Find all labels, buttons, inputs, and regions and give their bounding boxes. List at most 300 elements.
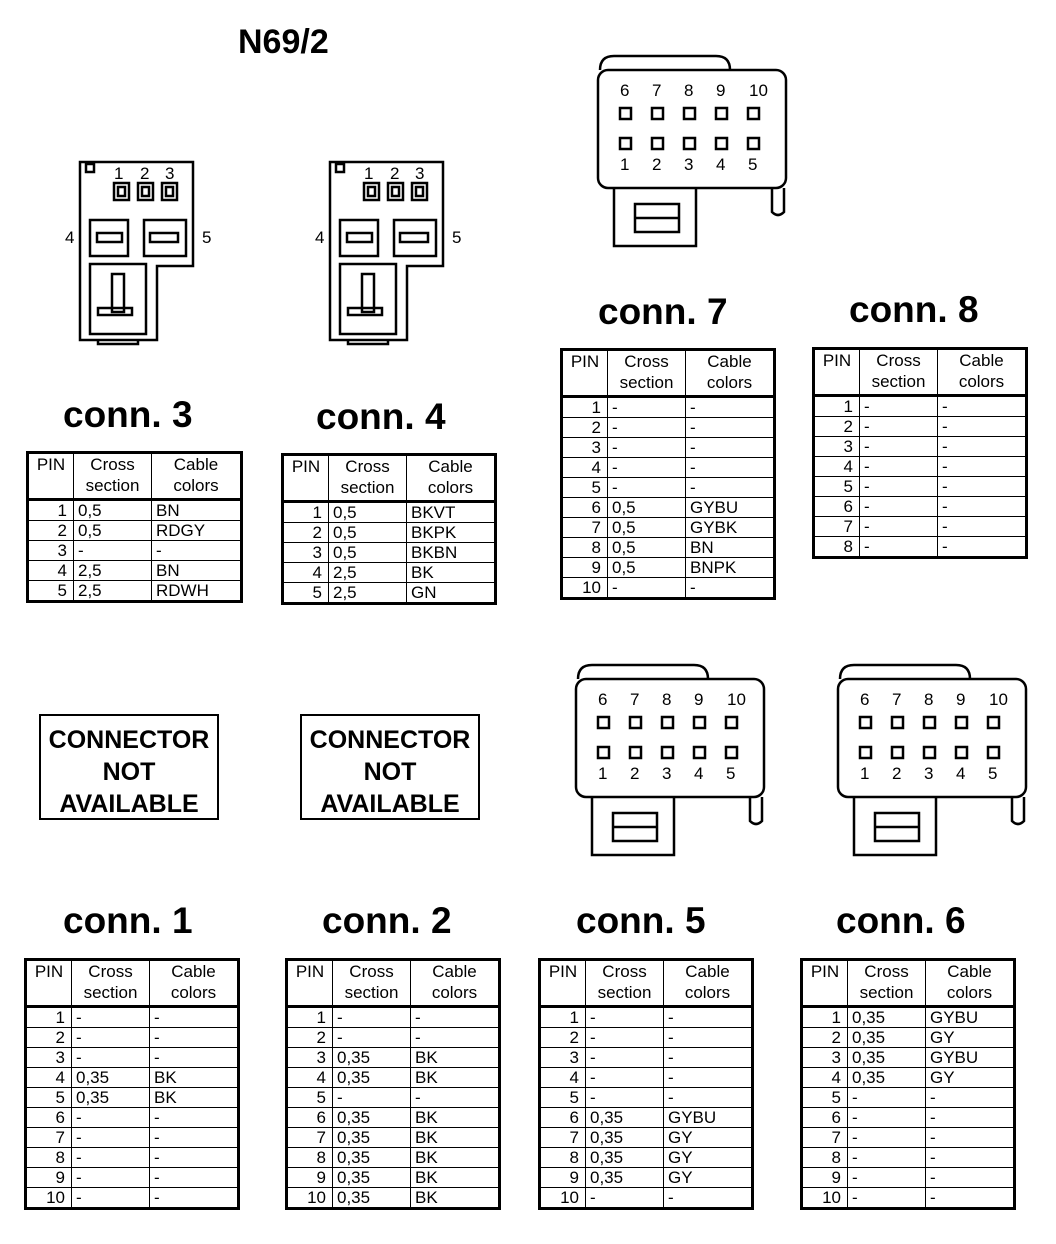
cross-section-cell: - [586, 1188, 664, 1209]
table-row [814, 477, 1027, 497]
cable-color-cell: BK [411, 1128, 500, 1148]
pin-number-cell: 5 [287, 1088, 333, 1108]
cable-color-cell: - [926, 1148, 1015, 1168]
table-row [802, 1088, 1015, 1108]
cable-color-cell: - [664, 1088, 753, 1108]
cable-color-cell: BK [411, 1188, 500, 1209]
table-row [540, 1048, 753, 1068]
cross-section-header [333, 960, 411, 1007]
cable-header-line: Cable [685, 962, 730, 981]
pin-number-cell: 7 [562, 518, 608, 538]
pin-number-cell: 2 [562, 418, 608, 438]
table-row [814, 437, 1027, 457]
cross-header-line: Cross [876, 351, 921, 370]
pin-header-label: PIN [291, 457, 321, 476]
conn-6-connector-drawing [830, 661, 1040, 861]
pin-label-5: 5 [748, 155, 758, 174]
cross-section-cell: - [333, 1007, 411, 1028]
table-row [26, 1048, 239, 1068]
table-header-row [283, 455, 496, 502]
cable-header-line: Cable [432, 962, 477, 981]
cross-section-cell: 0,5 [608, 558, 686, 578]
cable-color-cell: BK [407, 563, 496, 583]
cable-color-cell: - [686, 478, 775, 498]
table-row [814, 396, 1027, 417]
table-row [802, 1168, 1015, 1188]
cable-colors-header [150, 960, 239, 1007]
table-row [26, 1028, 239, 1048]
table-row [540, 1108, 753, 1128]
cross-header-line: Cross [624, 352, 669, 371]
table-row [540, 1068, 753, 1088]
cable-color-cell: GYBU [686, 498, 775, 518]
pin-number-cell: 3 [802, 1048, 848, 1068]
pin-number-cell: 7 [287, 1128, 333, 1148]
cross-section-cell: 0,5 [329, 502, 407, 523]
pin-number-cell: 2 [28, 521, 74, 541]
pin-number-cell: 1 [802, 1007, 848, 1028]
cross-section-cell: 2,5 [329, 563, 407, 583]
pin-label-5: 5 [202, 228, 212, 247]
pin-number-cell: 3 [287, 1048, 333, 1068]
pin-number-cell: 8 [814, 537, 860, 558]
cable-color-cell: - [150, 1108, 239, 1128]
cable-color-cell: - [926, 1088, 1015, 1108]
conn-3-title: conn. 3 [63, 394, 193, 435]
pin-number-cell: 9 [287, 1168, 333, 1188]
table-row [28, 500, 242, 521]
pin-label-4: 4 [716, 155, 726, 174]
table-row [287, 1188, 500, 1209]
cable-header-line: Cable [959, 351, 1004, 370]
cross-section-header [608, 350, 686, 397]
pin-number-cell: 1 [28, 500, 74, 521]
pin-label-6: 6 [620, 81, 630, 100]
pin-number-cell: 3 [540, 1048, 586, 1068]
pin-label-6: 6 [598, 690, 608, 709]
table-row [562, 558, 775, 578]
cable-color-cell: BK [411, 1048, 500, 1068]
pin-number-cell: 4 [283, 563, 329, 583]
pin-number-cell: 8 [540, 1148, 586, 1168]
cross-header-line: Cross [349, 962, 394, 981]
cross-header-line: Cross [88, 962, 133, 981]
pin-number-cell: 10 [26, 1188, 72, 1209]
pin-number-cell: 2 [540, 1028, 586, 1048]
table-row [287, 1108, 500, 1128]
pin-label-9: 9 [716, 81, 726, 100]
cable-header-line: Cable [428, 457, 473, 476]
pin-number-cell: 10 [540, 1188, 586, 1209]
cross-section-cell: 0,35 [586, 1168, 664, 1188]
section-header-line: section [859, 983, 914, 1002]
conn-1-pin-table [24, 958, 240, 1210]
cable-color-cell: - [938, 537, 1027, 558]
cable-color-cell: - [664, 1048, 753, 1068]
table-row [562, 498, 775, 518]
cross-section-cell: 0,5 [74, 500, 152, 521]
cross-section-cell: - [586, 1068, 664, 1088]
cable-color-cell: - [150, 1128, 239, 1148]
cable-color-cell: BNPK [686, 558, 775, 578]
cable-header-line: Cable [707, 352, 752, 371]
cross-section-cell: 0,35 [333, 1108, 411, 1128]
table-row [562, 418, 775, 438]
colors-header-line: colors [946, 983, 993, 1002]
cross-section-cell: - [848, 1188, 926, 1209]
table-row [540, 1088, 753, 1108]
colors-header-line: colors [427, 478, 474, 497]
pin-number-cell: 9 [562, 558, 608, 578]
pin-header [26, 960, 72, 1007]
cable-color-cell: BK [411, 1108, 500, 1128]
cross-section-cell: - [72, 1168, 150, 1188]
cable-colors-header [152, 453, 242, 500]
colors-header-line: colors [958, 372, 1005, 391]
conn-8-pin-table [812, 347, 1028, 559]
table-row [802, 1108, 1015, 1128]
cross-section-cell: - [608, 397, 686, 418]
table-row [28, 581, 242, 602]
section-header-line: section [619, 373, 674, 392]
pin-number-cell: 2 [802, 1028, 848, 1048]
cross-section-cell: - [860, 497, 938, 517]
cable-color-cell: BN [152, 561, 242, 581]
cable-colors-header [407, 455, 496, 502]
pin-number-cell: 7 [802, 1128, 848, 1148]
cable-color-cell: - [150, 1188, 239, 1209]
pin-header-label: PIN [570, 352, 600, 371]
cross-section-cell: 0,35 [333, 1188, 411, 1209]
cable-header-line: Cable [171, 962, 216, 981]
cable-color-cell: - [150, 1168, 239, 1188]
conn-3-connector-drawing [60, 150, 220, 350]
pin-number-cell: 8 [562, 538, 608, 558]
cross-section-cell: - [848, 1168, 926, 1188]
table-row [283, 563, 496, 583]
table-row [802, 1188, 1015, 1209]
pin-header-label: PIN [822, 351, 852, 370]
cable-color-cell: BKBN [407, 543, 496, 563]
cable-color-cell: - [938, 457, 1027, 477]
conn-6-title: conn. 6 [836, 900, 966, 941]
cross-section-cell: - [860, 396, 938, 417]
cable-color-cell: - [152, 541, 242, 561]
pin-header [28, 453, 74, 500]
pin-number-cell: 6 [814, 497, 860, 517]
cable-color-cell: - [938, 417, 1027, 437]
cable-color-cell: GYBU [926, 1007, 1015, 1028]
cross-section-cell: 2,5 [74, 561, 152, 581]
table-row [562, 578, 775, 599]
pin-number-cell: 2 [283, 523, 329, 543]
pin-number-cell: 3 [562, 438, 608, 458]
pin-label-8: 8 [662, 690, 672, 709]
table-row [814, 517, 1027, 537]
cable-color-cell: - [686, 458, 775, 478]
cross-section-cell: 0,35 [586, 1108, 664, 1128]
cross-section-cell: - [74, 541, 152, 561]
table-row [287, 1007, 500, 1028]
pin-label-7: 7 [892, 690, 902, 709]
cross-section-cell: - [860, 477, 938, 497]
pin-header-label: PIN [810, 962, 840, 981]
cross-section-header [72, 960, 150, 1007]
cross-section-cell: - [586, 1007, 664, 1028]
not-available-line: NOT [363, 758, 417, 786]
table-row [26, 1007, 239, 1028]
cable-colors-header [686, 350, 775, 397]
pin-label-4: 4 [956, 764, 966, 783]
cross-section-cell: - [72, 1028, 150, 1048]
cross-section-cell: - [860, 437, 938, 457]
pin-number-cell: 5 [562, 478, 608, 498]
table-row [28, 561, 242, 581]
cable-color-cell: GYBK [686, 518, 775, 538]
table-row [540, 1007, 753, 1028]
cable-color-cell: - [938, 477, 1027, 497]
conn-2-pin-table [285, 958, 501, 1210]
cross-section-cell: - [848, 1148, 926, 1168]
cable-color-cell: BKPK [407, 523, 496, 543]
pin-number-cell: 2 [26, 1028, 72, 1048]
cable-color-cell: - [664, 1028, 753, 1048]
cross-section-cell: - [586, 1088, 664, 1108]
pin-number-cell: 10 [802, 1188, 848, 1209]
pin-label-2: 2 [892, 764, 902, 783]
cable-color-cell: BN [686, 538, 775, 558]
conn-8-title: conn. 8 [849, 289, 979, 330]
cable-color-cell: GY [664, 1168, 753, 1188]
pin-number-cell: 9 [540, 1168, 586, 1188]
pin-number-cell: 8 [26, 1148, 72, 1168]
pin-number-cell: 5 [28, 581, 74, 602]
cable-color-cell: - [150, 1148, 239, 1168]
table-row [562, 458, 775, 478]
table-row [802, 1007, 1015, 1028]
pin-number-cell: 4 [287, 1068, 333, 1088]
conn-1-title: conn. 1 [63, 900, 193, 941]
cross-section-cell: 0,35 [72, 1068, 150, 1088]
cable-color-cell: - [926, 1128, 1015, 1148]
table-row [28, 541, 242, 561]
cable-color-cell: - [664, 1007, 753, 1028]
pin-number-cell: 4 [28, 561, 74, 581]
pin-number-cell: 10 [287, 1188, 333, 1209]
table-row [814, 537, 1027, 558]
pin-label-1: 1 [114, 164, 124, 183]
table-row [540, 1028, 753, 1048]
table-row [26, 1188, 239, 1209]
table-row [283, 543, 496, 563]
table-row [802, 1148, 1015, 1168]
table-row [562, 478, 775, 498]
conn-1-not-available-box [39, 714, 219, 820]
pin-label-1: 1 [364, 164, 374, 183]
cross-section-cell: 0,35 [848, 1007, 926, 1028]
pin-label-5: 5 [988, 764, 998, 783]
table-header-row [287, 960, 500, 1007]
cable-color-cell: - [664, 1068, 753, 1088]
table-header-row [540, 960, 753, 1007]
cable-color-cell: - [686, 418, 775, 438]
pin-number-cell: 6 [562, 498, 608, 518]
pin-header-label: PIN [295, 962, 325, 981]
pin-label-8: 8 [684, 81, 694, 100]
pin-number-cell: 4 [562, 458, 608, 478]
table-row [562, 518, 775, 538]
cross-section-cell: 0,5 [74, 521, 152, 541]
colors-header-line: colors [170, 983, 217, 1002]
pin-label-9: 9 [694, 690, 704, 709]
pin-label-4: 4 [694, 764, 704, 783]
pin-number-cell: 3 [26, 1048, 72, 1068]
cable-color-cell: BK [411, 1148, 500, 1168]
pin-number-cell: 3 [283, 543, 329, 563]
table-row [802, 1128, 1015, 1148]
pin-header [814, 349, 860, 396]
cable-color-cell: GYBU [926, 1048, 1015, 1068]
pin-number-cell: 7 [26, 1128, 72, 1148]
pin-number-cell: 8 [287, 1148, 333, 1168]
cable-color-cell: - [411, 1007, 500, 1028]
page-title: N69/2 [238, 23, 329, 61]
pin-header [802, 960, 848, 1007]
pin-label-4: 4 [315, 228, 325, 247]
pin-number-cell: 8 [802, 1148, 848, 1168]
pin-number-cell: 1 [562, 397, 608, 418]
not-available-line: CONNECTOR [309, 726, 471, 754]
pin-number-cell: 4 [802, 1068, 848, 1088]
cross-section-cell: 0,35 [333, 1048, 411, 1068]
pin-number-cell: 2 [287, 1028, 333, 1048]
cross-section-cell: - [608, 438, 686, 458]
cross-section-cell: - [72, 1108, 150, 1128]
table-row [287, 1168, 500, 1188]
pin-label-8: 8 [924, 690, 934, 709]
table-header-row [26, 960, 239, 1007]
cross-section-cell: - [72, 1148, 150, 1168]
conn-3-pin-table [26, 451, 243, 603]
colors-header-line: colors [706, 373, 753, 392]
cable-color-cell: - [686, 397, 775, 418]
cross-section-header [848, 960, 926, 1007]
table-row [26, 1128, 239, 1148]
conn-4-connector-drawing [310, 150, 470, 350]
cable-color-cell: - [926, 1188, 1015, 1209]
conn-5-connector-drawing [568, 661, 778, 861]
table-row [287, 1148, 500, 1168]
cross-section-cell: 2,5 [329, 583, 407, 604]
section-header-line: section [597, 983, 652, 1002]
cable-color-cell: - [411, 1028, 500, 1048]
conn-7-8-connector-drawing [590, 52, 800, 252]
table-header-row [802, 960, 1015, 1007]
pin-number-cell: 6 [802, 1108, 848, 1128]
cross-section-cell: - [586, 1028, 664, 1048]
pin-label-3: 3 [662, 764, 672, 783]
pin-header [287, 960, 333, 1007]
cable-color-cell: RDGY [152, 521, 242, 541]
pin-label-7: 7 [652, 81, 662, 100]
pin-label-5: 5 [452, 228, 462, 247]
pin-label-2: 2 [390, 164, 400, 183]
cable-color-cell: GYBU [664, 1108, 753, 1128]
pin-number-cell: 5 [540, 1088, 586, 1108]
table-row [287, 1088, 500, 1108]
cross-section-cell: 0,35 [586, 1148, 664, 1168]
table-row [802, 1068, 1015, 1088]
cross-section-header [586, 960, 664, 1007]
cable-color-cell: - [150, 1007, 239, 1028]
table-header-row [562, 350, 775, 397]
cross-section-cell: 0,35 [333, 1148, 411, 1168]
cable-color-cell: - [926, 1168, 1015, 1188]
cross-section-cell: - [72, 1188, 150, 1209]
pin-number-cell: 9 [26, 1168, 72, 1188]
cross-header-line: Cross [345, 457, 390, 476]
cross-section-cell: 0,5 [608, 518, 686, 538]
pin-number-cell: 7 [540, 1128, 586, 1148]
table-row [283, 583, 496, 604]
pin-label-10: 10 [989, 690, 1008, 709]
table-row [287, 1128, 500, 1148]
section-header-line: section [344, 983, 399, 1002]
table-row [283, 523, 496, 543]
conn-2-not-available-box [300, 714, 480, 820]
pin-number-cell: 6 [540, 1108, 586, 1128]
pin-header [283, 455, 329, 502]
cable-color-cell: - [938, 437, 1027, 457]
cross-section-cell: 2,5 [74, 581, 152, 602]
pin-label-1: 1 [860, 764, 870, 783]
cable-header-line: Cable [947, 962, 992, 981]
cross-section-cell: - [860, 537, 938, 558]
cable-colors-header [926, 960, 1015, 1007]
table-row [287, 1068, 500, 1088]
conn-4-pin-table [281, 453, 497, 605]
pin-label-3: 3 [684, 155, 694, 174]
cross-section-cell: - [333, 1088, 411, 1108]
cross-section-cell: 0,35 [848, 1028, 926, 1048]
cross-section-cell: - [848, 1108, 926, 1128]
pin-number-cell: 5 [802, 1088, 848, 1108]
table-row [26, 1068, 239, 1088]
cross-section-cell: - [848, 1128, 926, 1148]
cross-section-cell: 0,35 [586, 1128, 664, 1148]
cable-color-cell: BK [411, 1068, 500, 1088]
pin-header [562, 350, 608, 397]
not-available-line: CONNECTOR [48, 726, 210, 754]
cable-color-cell: - [150, 1048, 239, 1068]
pin-number-cell: 4 [540, 1068, 586, 1088]
section-header-line: section [871, 372, 926, 391]
not-available-line: NOT [102, 758, 156, 786]
table-row [26, 1148, 239, 1168]
cable-color-cell: - [150, 1028, 239, 1048]
cable-colors-header [411, 960, 500, 1007]
pin-number-cell: 10 [562, 578, 608, 599]
table-row [562, 438, 775, 458]
pin-label-10: 10 [749, 81, 768, 100]
cross-section-cell: - [586, 1048, 664, 1068]
cable-colors-header [664, 960, 753, 1007]
cable-header-line: Cable [173, 455, 219, 474]
cross-section-cell: - [608, 418, 686, 438]
cable-color-cell: - [411, 1088, 500, 1108]
pin-number-cell: 7 [814, 517, 860, 537]
table-row [540, 1188, 753, 1209]
